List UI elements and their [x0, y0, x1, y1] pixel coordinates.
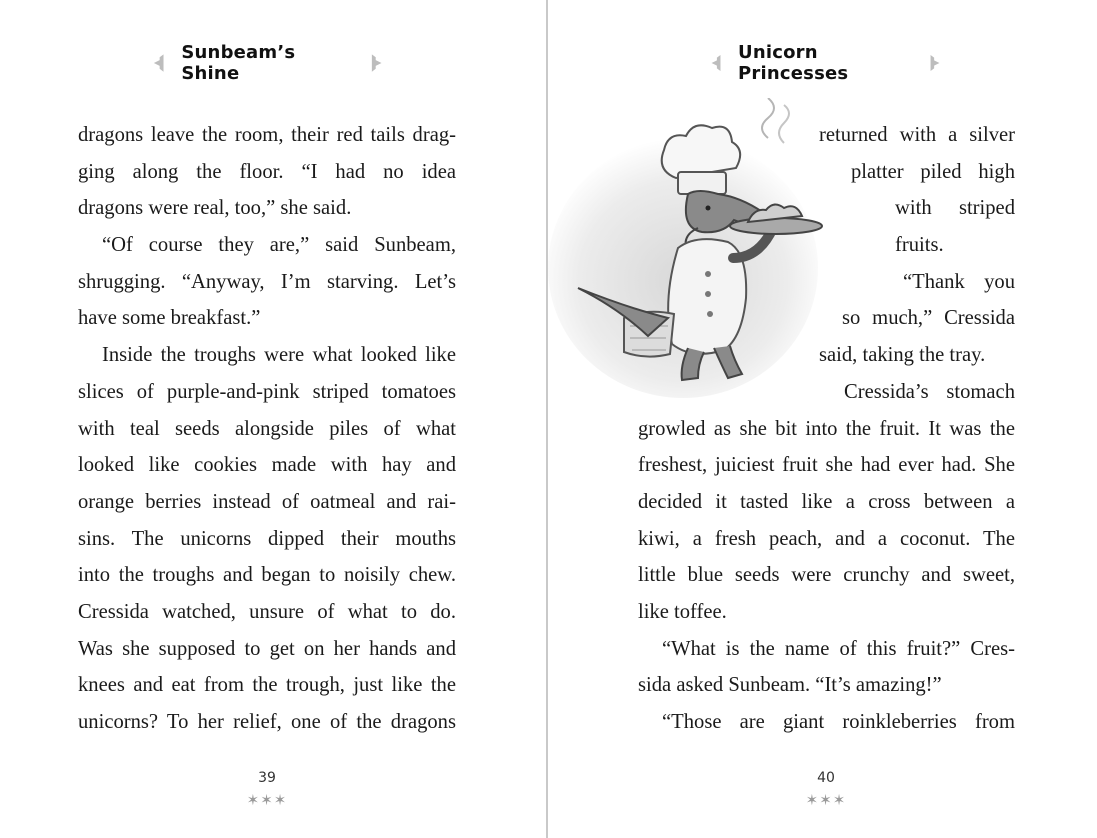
- text-wrap-around-illustration: [842, 300, 1015, 337]
- text-line: dragons leave the room, their red tails drag-: [78, 124, 456, 146]
- text-line: sida asked Sunbeam. “It’s amazing!”: [638, 674, 942, 697]
- page-number: 40: [817, 770, 835, 786]
- text-line: so much,” Cressida: [842, 307, 1015, 330]
- text-line: into the troughs and began to noisily chew.: [78, 564, 456, 587]
- star-ornament: ✶✶✶: [805, 793, 847, 809]
- text-line: slices of purple-and-pink striped tomatoes: [78, 380, 456, 403]
- left-arrow-flourish-icon: [150, 52, 167, 74]
- text-line: kiwi, a fresh peach, and a coconut. The: [638, 527, 1015, 550]
- running-head: [708, 42, 943, 84]
- text-line: shrugging. “Anyway, I’m starving. Let’s: [78, 270, 456, 293]
- text-line: “Thank you: [903, 270, 1015, 293]
- right-arrow-flourish-icon: [927, 52, 943, 74]
- right-page: [548, 0, 1097, 838]
- text-line: platter piled high: [851, 160, 1015, 183]
- text-wrap-around-illustration: [844, 374, 1015, 411]
- text-line: decided it tasted like a cross between a: [638, 490, 1015, 513]
- text-line: Cressida’s stomach: [844, 380, 1015, 403]
- text-line: Cressida watched, unsure of what to do.: [78, 600, 456, 623]
- running-head: [150, 42, 385, 84]
- left-page: [0, 0, 547, 838]
- text-wrap-around-illustration: [895, 190, 1015, 227]
- text-line: “What is the name of this fruit?” Cres-: [662, 637, 1015, 660]
- text-line: Inside the troughs were what looked like: [102, 344, 456, 367]
- text-line: freshest, juiciest fruit she had ever had. She: [638, 454, 1015, 477]
- body-text: [78, 117, 456, 741]
- text-line: little blue seeds were crunchy and sweet,: [638, 564, 1015, 587]
- right-arrow-flourish-icon: [368, 52, 385, 74]
- text-line: ging along the floor. “I had no idea: [78, 160, 456, 183]
- body-text: [638, 117, 1015, 741]
- text-line: with striped: [895, 197, 1015, 220]
- text-line: fruits.: [895, 234, 944, 257]
- page-number: 39: [258, 770, 276, 786]
- text-line: dragons were real, too,” she said.: [78, 197, 352, 220]
- text-line: returned with a silver: [819, 124, 1015, 146]
- text-line: with teal seeds alongside piles of what: [78, 417, 456, 440]
- text-line: looked like cookies made with hay and: [78, 454, 456, 477]
- text-line: unicorns? To her relief, one of the dragons: [78, 711, 456, 733]
- text-wrap-around-illustration: [903, 264, 1015, 301]
- text-line: “Those are giant roinkleberries from: [662, 711, 1015, 733]
- text-line: “Of course they are,” said Sunbeam,: [102, 234, 456, 257]
- text-line: growled as she bit into the fruit. It was the: [638, 417, 1015, 440]
- running-head-title: Unicorn Princesses: [738, 42, 849, 84]
- text-wrap-around-illustration: [819, 337, 1015, 374]
- text-line: like toffee.: [638, 600, 727, 623]
- text-line: knees and eat from the trough, just like the: [78, 674, 456, 697]
- text-line: sins. The unicorns dipped their mouths: [78, 527, 456, 550]
- text-line: have some breakfast.”: [78, 307, 261, 330]
- text-wrap-around-illustration: [895, 227, 1015, 264]
- text-wrap-around-illustration: [819, 117, 1015, 154]
- star-ornament: ✶✶✶: [246, 793, 288, 809]
- running-head-title: Sunbeam’s Shine: [181, 42, 296, 84]
- text-line: Was she supposed to get on her hands and: [78, 637, 456, 660]
- text-line: orange berries instead of oatmeal and rai-: [78, 490, 456, 513]
- left-arrow-flourish-icon: [708, 52, 724, 74]
- text-line: said, taking the tray.: [819, 344, 986, 367]
- text-wrap-around-illustration: [851, 154, 1015, 191]
